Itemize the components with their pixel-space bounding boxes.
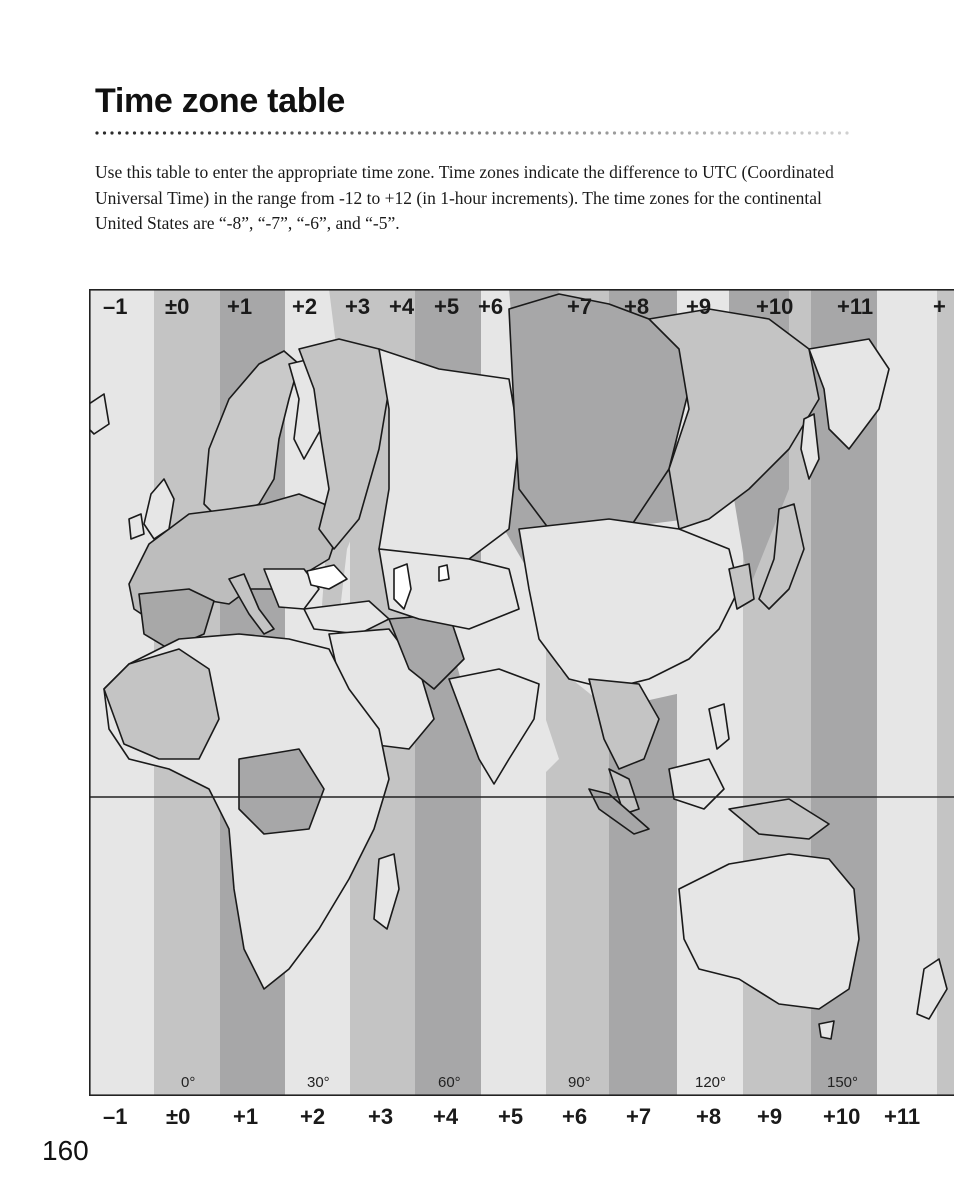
divider-dot	[388, 131, 391, 134]
top-zone-label: +2	[292, 294, 318, 319]
world-map-graphic	[89, 289, 954, 1096]
divider-dot	[485, 131, 488, 134]
divider-dot	[770, 131, 773, 134]
divider-dot	[545, 131, 548, 134]
divider-dot	[538, 131, 541, 134]
divider-dot	[238, 131, 241, 134]
divider-dot	[358, 131, 361, 134]
divider-dot	[380, 131, 383, 134]
divider-dot	[650, 131, 653, 134]
divider-dot	[148, 131, 151, 134]
divider-dot	[185, 131, 188, 134]
land-russia-central	[379, 349, 519, 569]
top-zone-label: +1	[227, 294, 253, 319]
divider-dot	[808, 131, 811, 134]
bottom-zone-label: +10	[823, 1104, 861, 1129]
divider-dot	[530, 131, 533, 134]
top-zone-label: ±0	[165, 294, 190, 319]
divider-dot	[763, 131, 766, 134]
divider-dot	[253, 131, 256, 134]
land-ireland	[129, 514, 144, 539]
divider-dot	[283, 131, 286, 134]
divider-dot	[643, 131, 646, 134]
divider-dot	[493, 131, 496, 134]
divider-dot	[553, 131, 556, 134]
divider-dot	[628, 131, 631, 134]
divider-dot	[695, 131, 698, 134]
divider-dot	[718, 131, 721, 134]
divider-dot	[95, 131, 98, 134]
divider-dot	[598, 131, 601, 134]
divider-dot	[590, 131, 593, 134]
divider-dot	[673, 131, 676, 134]
divider-dot	[680, 131, 683, 134]
bottom-zone-label: +11	[884, 1104, 921, 1129]
bottom-zone-label: –1	[103, 1104, 128, 1129]
divider-dot	[290, 131, 293, 134]
divider-dot	[200, 131, 203, 134]
divider-dot	[605, 131, 608, 134]
divider-dot	[583, 131, 586, 134]
divider-dot	[118, 131, 121, 134]
divider-dot	[733, 131, 736, 134]
divider-dot	[343, 131, 346, 134]
bottom-zone-label: +2	[300, 1104, 326, 1129]
bottom-zone-label: +4	[433, 1104, 459, 1129]
bottom-zone-label: +5	[498, 1104, 524, 1129]
divider-dot	[395, 131, 398, 134]
divider-dot	[373, 131, 376, 134]
divider-dot	[478, 131, 481, 134]
divider-dot	[193, 131, 196, 134]
divider-dot	[328, 131, 331, 134]
top-zone-label: +3	[345, 294, 371, 319]
divider-dot	[463, 131, 466, 134]
divider-dot	[365, 131, 368, 134]
divider-dot	[568, 131, 571, 134]
bottom-zone-label: +3	[368, 1104, 394, 1129]
divider-dot	[785, 131, 788, 134]
divider-dot	[703, 131, 706, 134]
divider-dot	[313, 131, 316, 134]
divider-dot	[815, 131, 818, 134]
bottom-zone-label: +8	[696, 1104, 722, 1129]
divider-dot	[418, 131, 421, 134]
divider-dot	[448, 131, 451, 134]
divider-dot	[748, 131, 751, 134]
divider-dot	[215, 131, 218, 134]
divider-dot	[560, 131, 563, 134]
divider-dot	[298, 131, 301, 134]
top-zone-label: +8	[624, 294, 650, 319]
divider-dot	[433, 131, 436, 134]
top-zone-label: +5	[434, 294, 460, 319]
divider-dot	[823, 131, 826, 134]
bottom-zone-label: +9	[757, 1104, 783, 1129]
divider-dot	[830, 131, 833, 134]
divider-dot	[140, 131, 143, 134]
divider-dot	[523, 131, 526, 134]
divider-dot	[178, 131, 181, 134]
divider-dot	[440, 131, 443, 134]
divider-dot	[800, 131, 803, 134]
divider-dot	[103, 131, 106, 134]
divider-dot	[575, 131, 578, 134]
divider-dot	[305, 131, 308, 134]
bottom-zone-label: ±0	[166, 1104, 191, 1129]
page-title: Time zone table	[95, 82, 345, 120]
top-zone-label: –1	[103, 294, 128, 319]
divider-dot	[688, 131, 691, 134]
divider-dot	[838, 131, 841, 134]
divider-dot	[410, 131, 413, 134]
divider-dot	[710, 131, 713, 134]
divider-dot	[223, 131, 226, 134]
divider-dot	[793, 131, 796, 134]
divider-dot	[725, 131, 728, 134]
divider-dot	[620, 131, 623, 134]
divider-dot	[163, 131, 166, 134]
degree-label: 60°	[438, 1074, 461, 1091]
divider-dot	[508, 131, 511, 134]
divider-dot	[335, 131, 338, 134]
divider-dot	[613, 131, 616, 134]
bottom-zone-label: +6	[562, 1104, 588, 1129]
divider-dot	[208, 131, 211, 134]
divider-dot	[665, 131, 668, 134]
top-zone-label: +7	[567, 294, 593, 319]
page-number: 160	[42, 1135, 89, 1166]
divider-dot	[245, 131, 248, 134]
degree-label: 90°	[568, 1074, 591, 1091]
top-zone-label: +6	[478, 294, 504, 319]
divider-dot	[658, 131, 661, 134]
divider-dot	[275, 131, 278, 134]
divider-dot	[425, 131, 428, 134]
divider-dot	[740, 131, 743, 134]
divider-dot	[778, 131, 781, 134]
top-zone-label: +4	[389, 294, 415, 319]
bottom-zone-label: +7	[626, 1104, 652, 1129]
land-tasmania	[819, 1021, 834, 1039]
divider-dot	[133, 131, 136, 134]
divider-dot	[845, 131, 848, 134]
intro-paragraph: Use this table to enter the appropriate time zone. Time zones indicate the difference to UTC (Coordinated Universal Time) in the range from -12 to +12 (in 1-hour increments). The time zones for the continental United States are “-8”, “-7”, “-6”, and “-5”.	[95, 162, 834, 233]
divider-dot	[268, 131, 271, 134]
divider-dot	[350, 131, 353, 134]
dotted-divider	[95, 130, 855, 136]
divider-dot	[320, 131, 323, 134]
bottom-zone-labels	[0, 1100, 954, 1134]
degree-label: 120°	[695, 1074, 727, 1091]
top-zone-label: +	[933, 294, 946, 319]
divider-dot	[755, 131, 758, 134]
divider-dot	[155, 131, 158, 134]
divider-dot	[230, 131, 233, 134]
divider-dot	[500, 131, 503, 134]
divider-dot	[455, 131, 458, 134]
top-zone-label: +10	[756, 294, 794, 319]
divider-dot	[470, 131, 473, 134]
divider-dot	[515, 131, 518, 134]
bottom-zone-label: +1	[233, 1104, 259, 1129]
divider-dot	[260, 131, 263, 134]
degree-label: 150°	[827, 1074, 859, 1091]
water-aral	[439, 565, 449, 581]
degree-label: 0°	[181, 1074, 196, 1091]
top-zone-label: +9	[686, 294, 712, 319]
time-zone-map	[89, 289, 954, 1096]
top-zone-label: +11	[837, 294, 874, 319]
divider-dot	[635, 131, 638, 134]
divider-dot	[170, 131, 173, 134]
degree-label: 30°	[307, 1074, 330, 1091]
divider-dot	[403, 131, 406, 134]
divider-dot	[125, 131, 128, 134]
divider-dot	[110, 131, 113, 134]
